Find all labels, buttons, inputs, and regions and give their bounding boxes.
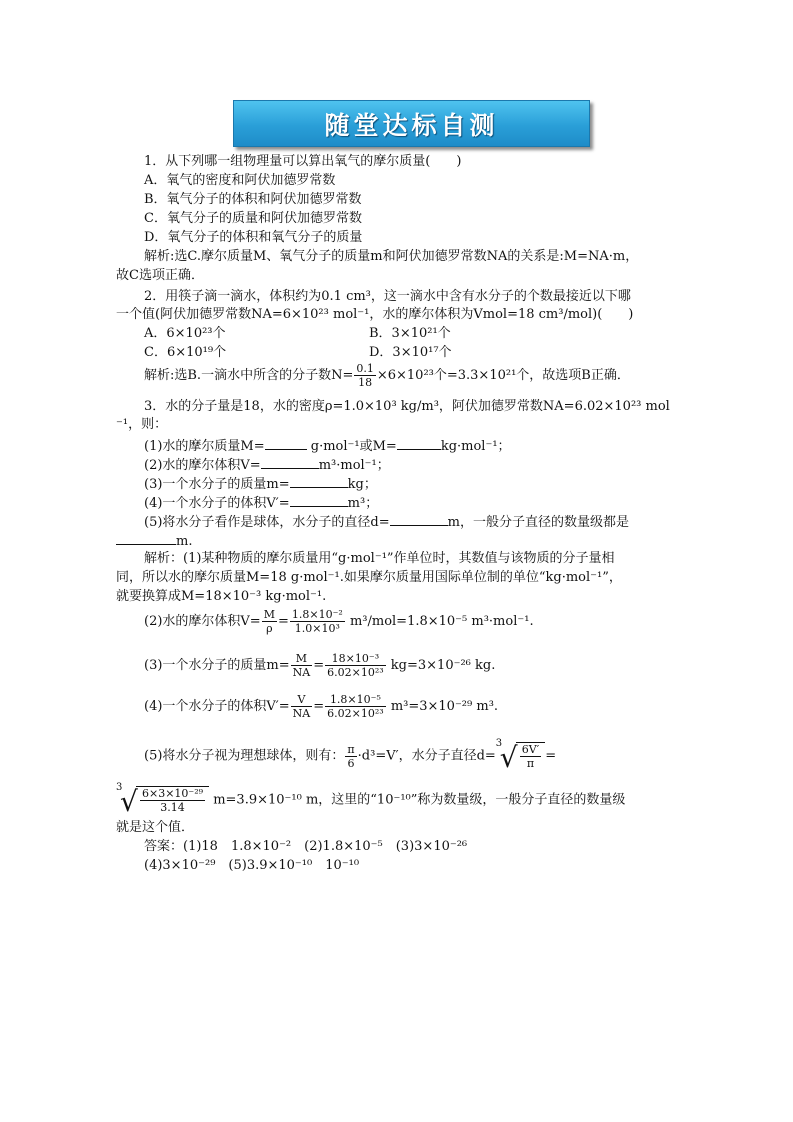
q3-solution-2: (2)水的摩尔体积V= $\frac{M}{\rho}$ = $\frac{\text{1.8×10⁻²}}{\text{1.0×10³}}$ m³/mol=1.8×10⁻⁵ m³·mol⁻¹.	[144, 608, 534, 635]
q3-part3-b: kg；	[347, 477, 377, 492]
fraction	[345, 743, 356, 770]
fraction-numerator: M	[263, 608, 275, 621]
fraction	[325, 693, 386, 720]
answer-blank	[290, 475, 348, 488]
q2-option-d: D．3×10¹⁷个	[369, 345, 452, 360]
q3-part3-a: (3)一个水分子的质量m=	[144, 477, 290, 492]
root-index: 3	[116, 782, 123, 793]
solution-text: m³=3×10⁻²⁹ m³.	[390, 699, 499, 714]
fraction-numerator: M	[291, 652, 313, 666]
fraction-denominator: 6.02×10²³	[327, 707, 384, 720]
q2-analysis-post: ×6×10²³个=3.3×10²¹个，故选项B正确．	[376, 368, 630, 383]
banner-title: 随堂达标自测	[324, 110, 499, 140]
fraction-denominator: ρ	[266, 622, 273, 635]
fraction-denominator: NA	[292, 707, 311, 720]
q3-solution-3: (3)一个水分子的质量m= $\frac{M}{NA}$ = $\frac{\text{18×10⁻³}}{\text{6.02×10²³}}$ kg=3×10⁻²⁶ kg.	[144, 652, 496, 679]
q3-answer-line2: (4)3×10⁻²⁹ (5)3.9×10⁻¹⁰ 10⁻¹⁰	[144, 858, 360, 873]
fraction	[291, 693, 313, 720]
q2-stem-line1: 2．用筷子滴一滴水，体积约为0.1 cm³，这一滴水中含有水分子的个数最接近以下哪	[144, 289, 631, 304]
fraction	[520, 743, 541, 770]
q3-part2-a: (2)水的摩尔体积V=	[144, 458, 261, 473]
q3-part2	[144, 456, 390, 474]
answer-blank	[265, 437, 307, 450]
q3-solution-7: 就是这个值．	[116, 820, 195, 835]
q3-analysis-line3: 就要换算成M=18×10⁻³ kg·mol⁻¹.	[116, 589, 327, 604]
q3-part3	[144, 475, 377, 493]
q3-part4-b: m³；	[347, 496, 379, 511]
q2-option-c: C．6×10¹⁹个	[144, 345, 227, 360]
fraction-numerator: V	[291, 693, 313, 707]
q1-option-a: A．氧气的密度和阿伏加德罗常数	[144, 173, 336, 188]
q2-fraction-numerator: 0.1	[356, 362, 374, 375]
solution-text: (5)将水分子视为理想球体，则有：	[144, 748, 345, 764]
answer-blank	[116, 532, 176, 545]
solution-text: d³=V′，水分子直径d=	[361, 748, 496, 764]
fraction-denominator: 6.02×10²³	[327, 666, 384, 679]
answer-blank	[290, 494, 348, 507]
q1-option-b: B．氧气分子的体积和阿伏加德罗常数	[144, 192, 362, 207]
fraction	[262, 608, 277, 635]
q3-part1-a: (1)水的摩尔质量M=	[144, 439, 265, 454]
solution-text: kg=3×10⁻²⁶ kg.	[390, 658, 496, 673]
q3-part1-b: g·mol⁻¹或M=	[310, 439, 397, 454]
fraction-denominator: 3.14	[160, 801, 185, 814]
q3-stem-line1: 3．水的分子量是18，水的密度ρ=1.0×10³ kg/m³，阿伏加德罗常数NA=6.02×10²³ mol	[144, 399, 670, 414]
q2-fraction	[354, 362, 376, 389]
answer-blank	[390, 513, 448, 526]
fraction-denominator: π	[526, 757, 535, 770]
q2-analysis	[144, 362, 630, 389]
q3-part5-cont	[116, 532, 192, 550]
q3-part5-c: m.	[176, 534, 193, 549]
cube-root	[116, 782, 209, 818]
answer-blank	[261, 456, 319, 469]
section-banner	[233, 100, 590, 147]
fraction	[290, 608, 345, 635]
solution-text: (3)一个水分子的质量m=	[144, 658, 290, 673]
q3-solution-5: (5)将水分子视为理想球体，则有： $\frac{\pi}{6}$ ·d³=V′，水分子直径d= 3 √ $\frac{6V'}{\pi}$ =	[144, 738, 557, 774]
fraction-denominator: 1.0×10³	[294, 622, 340, 635]
solution-text: m=3.9×10⁻¹⁰ m，这里的“10⁻¹⁰”称为数量级，一般分子直径的数量级	[213, 792, 626, 808]
q3-analysis-line2: 同，所以水的摩尔质量M=18 g·mol⁻¹.如果摩尔质量用国际单位制的单位“kg·mol⁻¹”，	[116, 570, 622, 585]
solution-text: m³/mol=1.8×10⁻⁵ m³·mol⁻¹.	[349, 614, 534, 629]
q2-stem-line2: 一个值(阿伏加德罗常数NA=6×10²³ mol⁻¹，水的摩尔体积为Vmol=18 cm³/mol)( )	[116, 307, 634, 322]
equals-sign: =	[545, 748, 557, 764]
q3-part1-c: kg·mol⁻¹；	[440, 439, 511, 454]
fraction	[291, 652, 313, 679]
radical-sign: √	[499, 741, 518, 774]
fraction-numerator: 18×10⁻³	[325, 652, 386, 666]
fraction	[140, 787, 205, 814]
q1-option-c: C．氧气分子的质量和阿伏加德罗常数	[144, 211, 362, 226]
radical-sign: √	[120, 785, 138, 818]
q3-part1	[144, 437, 511, 455]
q2-analysis-pre: 解析:选B.一滴水中所含的分子数N=	[144, 368, 354, 383]
q1-analysis-line2: 故C选项正确．	[116, 268, 204, 283]
fraction-numerator: 1.8×10⁻²	[291, 608, 343, 621]
q2-option-b: B．3×10²¹个	[369, 326, 451, 341]
solution-text: (2)水的摩尔体积V=	[144, 614, 261, 629]
q1-option-d: D．氧气分子的体积和氧气分子的质量	[144, 230, 363, 245]
q3-part4	[144, 494, 378, 512]
q1-stem: 1．从下列哪一组物理量可以算出氧气的摩尔质量( )	[144, 154, 462, 169]
q3-stem-line2: ⁻¹，则：	[116, 417, 168, 432]
q3-solution-4: (4)一个水分子的体积V′= $\frac{V}{NA}$ = $\frac{\text{1.8×10⁻⁵}}{\text{6.02×10²³}}$ m³=3×10⁻²⁹ m³.	[144, 693, 499, 720]
q3-part5	[144, 513, 629, 531]
fraction	[325, 652, 386, 679]
q2-fraction-denominator: 18	[358, 376, 373, 389]
q3-answer-line1: 答案：(1)18 1.8×10⁻² (2)1.8×10⁻⁵ (3)3×10⁻²⁶	[144, 839, 468, 854]
fraction-denominator: 6	[347, 756, 355, 770]
q1-analysis-line1: 解析:选C.摩尔质量M、氧气分子的质量m和阿伏加德罗常数NA的关系是:M=NA·m，	[144, 249, 639, 264]
fraction-numerator: 6V′	[521, 743, 540, 756]
fraction-denominator: NA	[292, 666, 311, 679]
q3-part5-b: m，一般分子直径的数量级都是	[447, 515, 629, 530]
cube-root	[495, 738, 545, 774]
root-index: 3	[495, 738, 503, 749]
q3-analysis-line1: 解析：(1)某种物质的摩尔质量用“g·mol⁻¹”作单位时，其数值与该物质的分子量相	[144, 551, 615, 566]
answer-blank	[397, 437, 441, 450]
solution-text: (4)一个水分子的体积V′=	[144, 699, 290, 714]
q3-solution-6	[116, 782, 626, 818]
q3-part4-a: (4)一个水分子的体积V′=	[144, 496, 290, 511]
fraction-numerator: 1.8×10⁻⁵	[325, 693, 386, 707]
fraction-numerator: π	[347, 742, 355, 756]
fraction-numerator: 6×3×10⁻²⁹	[142, 787, 204, 800]
q3-part5-a: (5)将水分子看作是球体，水分子的直径d=	[144, 515, 390, 530]
q2-option-a: A．6×10²³个	[144, 326, 226, 341]
q3-part2-b: m³·mol⁻¹；	[318, 458, 390, 473]
